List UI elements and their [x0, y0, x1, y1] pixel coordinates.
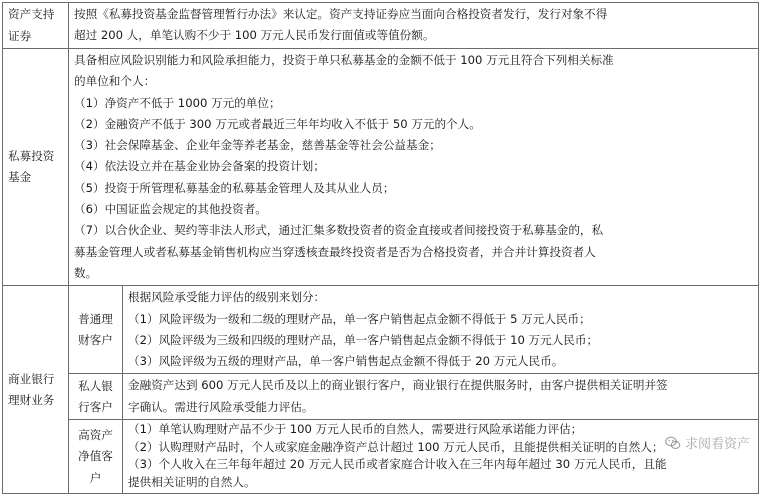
category-cell-bank [3, 286, 69, 494]
content-line: 募基金管理人或者私募基金销售机构应当穿透核查最终投资者是否为合格投资者，并合并计算投资者人 [74, 244, 596, 259]
content-line: （4）依法设立并在基金业协会备案的投资计划； [74, 159, 325, 174]
content-line: 金融资产达到 600 万元人民币及以上的商业银行客户，商业银行在提供服务时，由客户提供相关证明并签 [128, 378, 668, 393]
watermark [665, 433, 750, 452]
content-line: （3）社会保障基金、企业年金等养老基金，慈善基金等社会公益基金； [74, 138, 441, 153]
content-line: 的单位和个人： [74, 74, 156, 89]
content-line: （1）净资产不低于 1000 万元的单位； [74, 95, 281, 110]
subcategory-label-line: 户 [89, 470, 102, 485]
content-line: （6）中国证监会规定的其他投资者。 [74, 202, 267, 217]
subcategory-cell-private-banking [69, 374, 123, 420]
content-line: 提供相关证明的自然人。 [128, 474, 256, 489]
subcategory-label-line: 净值客 [78, 449, 113, 464]
category-label-line: 私募投资 [8, 148, 55, 163]
row-bank-hnw [3, 420, 759, 494]
content-cell-hnw [123, 420, 759, 494]
content-line: （1）单笔认购理财产品不少于 100 万元人民币的自然人，需要进行风险承诺能力评估； [128, 422, 583, 437]
watermark-text: 求阅看资产 [684, 437, 750, 452]
content-line: （7）以合伙企业、契约等非法人形式，通过汇集多数投资者的资金直接或者间接投资于私募基金的，私 [74, 223, 604, 238]
subcategory-label-line: 高资产 [78, 428, 113, 442]
content-line: 数。 [74, 265, 98, 280]
content-line: （2）金融资产不低于 300 万元或者最近三年年均收入不低于 50 万元的个人。 [74, 116, 481, 131]
content-line: 具备相应风险识别能力和风险承担能力，投资于单只私募基金的金额不低于 100 万元且符合下列相关标准 [74, 53, 614, 67]
subcategory-label-line: 普通理 [78, 311, 113, 326]
subcategory-cell-hnw [69, 420, 123, 494]
content-line: （3）个人收入在三年每年超过 20 万元人民币或者家庭合计收入在三年内每年超过 30 万元人民币，且能 [128, 457, 667, 472]
qualified-investor-table [2, 2, 759, 494]
content-line: （2）风险评级为三级和四级的理财产品，单一客户销售起点金额不得低于 10 万元人民币； [128, 332, 599, 347]
wechat-icon [665, 435, 681, 451]
content-line: 根据风险承受能力评估的级别来划分： [128, 290, 326, 305]
content-line: （5）投资于所管理私募基金的私募基金管理人及其从业人员； [74, 180, 395, 195]
subcategory-label-line: 行客户 [78, 399, 113, 414]
content-line: 超过 200 人，单笔认购不少于 100 万元人民币发行面值或等值份额。 [74, 28, 435, 43]
row-private-fund [3, 49, 759, 286]
subcategory-label-line: 私人银 [78, 378, 113, 393]
content-line: （3）风险评级为五级的理财产品，单一客户销售起点金额不得低于 20 万元人民币。 [128, 354, 564, 369]
content-line: 字确认。需进行风险承受能力评估。 [128, 399, 314, 414]
row-abs [3, 3, 759, 49]
content-cell-private-fund [69, 49, 759, 286]
subcategory-label-line: 财客户 [78, 332, 113, 347]
content-cell-retail [123, 286, 759, 374]
category-label-line: 理财业务 [8, 392, 55, 407]
content-cell-abs [69, 3, 759, 49]
subcategory-cell-retail [69, 286, 123, 374]
category-label-line: 基金 [8, 170, 32, 185]
category-label-line: 资产支持 [8, 7, 55, 22]
content-cell-private-banking [123, 374, 759, 420]
row-bank-retail [3, 286, 759, 374]
content-line: （1）风险评级为一级和二级的理财产品，单一客户销售起点金额不得低于 5 万元人民币； [128, 311, 591, 326]
content-line: （2）认购理财产品时，个人或家庭金融净资产总计超过 100 万元人民币，且能提供相关证明的自然人； [128, 439, 664, 454]
category-cell-abs [3, 3, 69, 49]
category-cell-private-fund [3, 49, 69, 286]
row-bank-private [3, 374, 759, 420]
category-label-line: 商业银行 [8, 371, 55, 386]
category-label-line: 证券 [8, 28, 32, 43]
content-line: 按照《私募投资基金监督管理暂行办法》来认定。资产支持证券应当面向合格投资者发行，发行对象不得 [74, 7, 608, 21]
